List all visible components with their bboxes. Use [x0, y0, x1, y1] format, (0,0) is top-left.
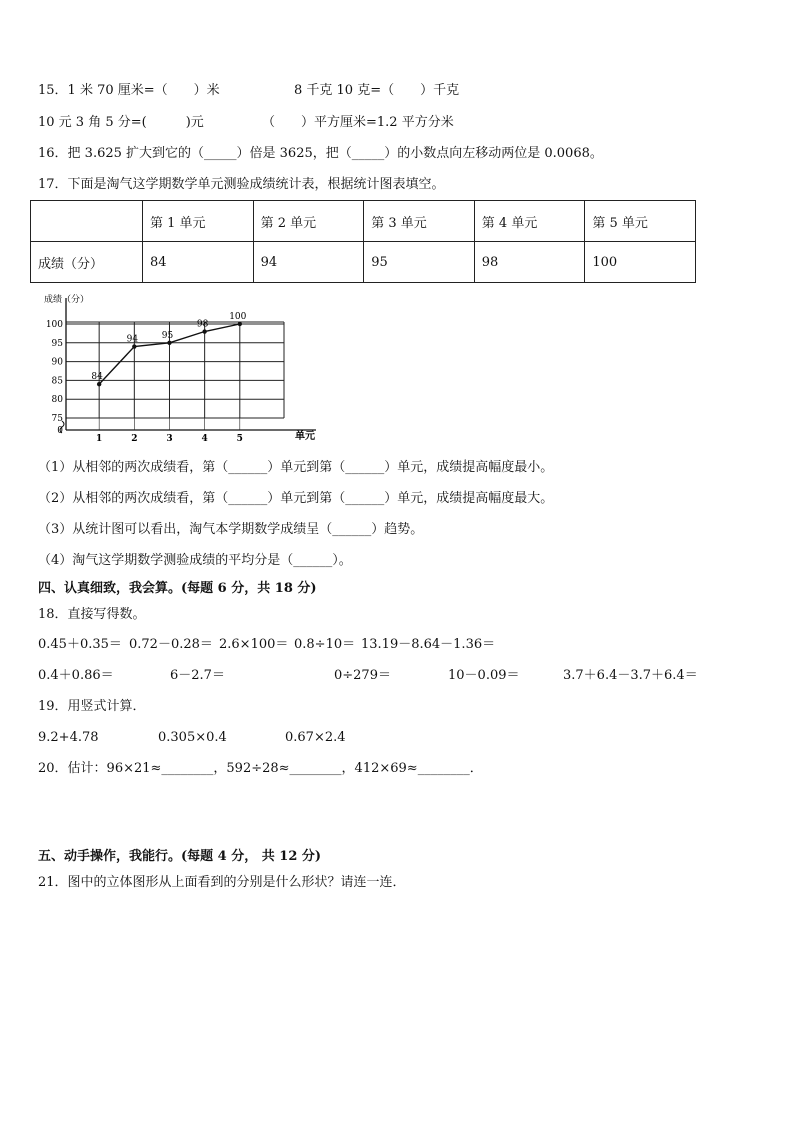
chart-y-tick-label: 0 [57, 426, 63, 436]
chart-x-tick-label: 5 [236, 434, 243, 444]
chart-data-point [167, 341, 171, 345]
table-header-cell: 第 2 单元 [253, 201, 364, 242]
table-cell: 84 [143, 242, 254, 283]
table-cell: 98 [474, 242, 585, 283]
table-header-cell [31, 201, 143, 242]
table-row-label: 成绩（分） [31, 242, 143, 283]
q18-item: 0÷279＝ [334, 668, 391, 683]
q18-title: 18．直接写得数。 [38, 607, 146, 622]
q19-item: 0.305×0.4 [158, 730, 227, 745]
q18-item: 6－2.7＝ [170, 668, 225, 683]
q19-title: 19．用竖式计算． [38, 699, 146, 714]
table-cell: 95 [364, 242, 475, 283]
score-line-chart [30, 290, 340, 450]
table-header-row [31, 201, 696, 242]
q15-c: 10 元 3 角 5 分=( )元 [38, 115, 204, 130]
q17-intro: 17．下面是淘气这学期数学单元测验成绩统计表，根据统计图表填空。 [38, 177, 445, 192]
q18-item: 3.7＋6.4－3.7＋6.4＝ [563, 668, 698, 683]
table-cell: 100 [585, 242, 696, 283]
chart-data-label: 100 [229, 312, 247, 322]
q18-item: 2.6×100＝ [219, 637, 289, 652]
q21-text: 21．图中的立体图形从上面看到的分别是什么形状？请连一连． [38, 875, 406, 890]
chart-data-point [132, 344, 136, 348]
chart-x-tick-label: 1 [96, 434, 103, 444]
table-header-cell: 第 3 单元 [364, 201, 475, 242]
chart-axes [60, 298, 316, 433]
chart-y-tick-label: 75 [51, 414, 63, 424]
q18-item: 0.4＋0.86＝ [38, 668, 114, 683]
chart-ticks [46, 320, 243, 444]
section-4-title: 四、认真细致，我会算。(每题 6 分，共 18 分) [38, 581, 317, 596]
q18-item: 10－0.09＝ [448, 668, 520, 683]
q18-item: 0.72－0.28＝ [129, 637, 213, 652]
chart-data-point [238, 322, 242, 326]
chart-x-axis-label: 单元 [295, 431, 315, 442]
q17-sub-1: （1）从相邻的两次成绩看，第（______）单元到第（______）单元，成绩提高幅度最小。 [38, 460, 554, 475]
q18-item: 0.8÷10＝ [294, 637, 356, 652]
chart-data-label: 95 [161, 330, 174, 341]
chart-y-tick-label: 90 [51, 357, 63, 368]
chart-grid [66, 319, 284, 418]
q15-d: （ ）平方厘米=1.2 平方分米 [262, 115, 454, 130]
q18-item: 13.19－8.64－1.36＝ [361, 637, 496, 652]
chart-data-label: 94 [126, 334, 139, 345]
chart-y-axis-label: 成绩（分） [44, 295, 90, 305]
table-header-cell: 第 5 单元 [585, 201, 696, 242]
section-5-title: 五、动手操作，我能行。(每题 4 分， 共 12 分) [38, 849, 322, 864]
q19-item: 0.67×2.4 [285, 730, 346, 745]
chart-y-tick-label: 80 [51, 395, 63, 406]
q15-b: 8 千克 10 克=（ ）千克 [294, 83, 460, 98]
score-table [30, 200, 696, 283]
table-cell: 94 [253, 242, 364, 283]
chart-x-tick-label: 4 [201, 434, 208, 444]
q16-text: 16．把 3.625 扩大到它的（_____）倍是 3625，把（_____）的小数点向左移动两位是 0.0068。 [38, 146, 603, 161]
q18-item: 0.45＋0.35＝ [38, 637, 122, 652]
q15-a: 15．1 米 70 厘米=（ ）米 [38, 83, 220, 98]
chart-data-label: 84 [91, 372, 103, 383]
table-header-cell: 第 1 单元 [143, 201, 254, 242]
chart-data-point [202, 329, 206, 333]
q19-item: 9.2+4.78 [38, 730, 99, 745]
q17-sub-3: （3）从统计图可以看出，淘气本学期数学成绩呈（______）趋势。 [38, 522, 424, 537]
chart-data-label: 98 [196, 319, 209, 330]
q17-sub-4: （4）淘气这学期数学测验成绩的平均分是（______）。 [38, 553, 352, 568]
chart-x-tick-label: 3 [166, 434, 173, 444]
chart-y-tick-label: 100 [45, 320, 63, 330]
chart-data-point [97, 382, 101, 386]
q17-sub-2: （2）从相邻的两次成绩看，第（______）单元到第（______）单元，成绩提高幅度最大。 [38, 491, 554, 506]
chart-x-tick-label: 2 [131, 434, 138, 444]
chart-y-tick-label: 85 [51, 376, 63, 387]
table-header-cell: 第 4 单元 [474, 201, 585, 242]
q20-text: 20．估计：96×21≈________，592÷28≈________，412×69≈________． [38, 761, 483, 776]
chart-y-tick-label: 95 [51, 338, 63, 349]
table-row [31, 242, 696, 283]
